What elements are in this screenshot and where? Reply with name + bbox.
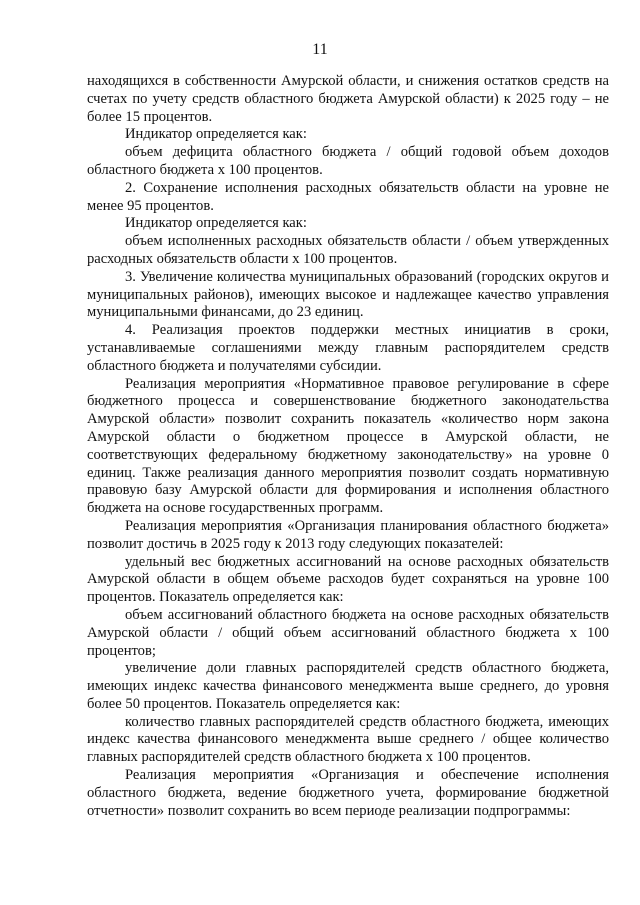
paragraph: объем дефицита областного бюджета / общий годовой объем доходов областного бюджета х 100 процентов. (87, 144, 609, 178)
paragraph: Реализация мероприятия «Организация и обеспечение исполнения областного бюджета, ведение бюджетного учета, формирование бюджетной отчетности» позволит сохранить во всем периоде реализации подпрограммы: (87, 767, 609, 819)
paragraph: количество главных распорядителей средств областного бюджета, имеющих индекс качества финансового менеджмента выше среднего / общее количество главных распорядителей средств областного бюджета х 100 процентов. (87, 713, 609, 766)
paragraph: 4. Реализация проектов поддержки местных инициатив в сроки, устанавливаемые соглашениями между главным распорядителем средств областного бюджета и получателями субсидии. (87, 322, 609, 374)
paragraph: удельный вес бюджетных ассигнований на основе расходных обязательств Амурской области в общем объеме расходов будет сохраняться на уровне 100 процентов. Показатель определяется как: (87, 553, 609, 606)
paragraph: увеличение доли главных распорядителей средств областного бюджета, имеющих индекс качества финансового менеджмента выше среднего, до уровня более 50 процентов. Показатель определяется как: (87, 660, 609, 712)
paragraph: объем ассигнований областного бюджета на основе расходных обязательств Амурской области / общий объем ассигнований областного бюджета х 100 процентов; (87, 606, 609, 659)
paragraph: 3. Увеличение количества муниципальных образований (городских округов и муниципальных районов), имеющих высокое и надлежащее качество управления муниципальными финансами, до 23 единиц. (87, 268, 609, 321)
page-number: 11 (312, 41, 328, 58)
paragraph: находящихся в собственности Амурской области, и снижения остатков средств на счетах по учету средств областного бюджета Амурской области) к 2025 году – не более 15 процентов. (87, 73, 609, 125)
paragraph: Индикатор определяется как: (125, 126, 307, 143)
paragraph: объем исполненных расходных обязательств области / объем утвержденных расходных обязательств области х 100 процентов. (87, 233, 609, 267)
paragraph: Реализация мероприятия «Организация планирования областного бюджета» позволит достичь в 2025 году к 2013 году следующих показателей: (87, 517, 609, 552)
paragraph: 2. Сохранение исполнения расходных обязательств области на уровне не менее 95 процентов. (87, 179, 609, 214)
document-body (87, 73, 609, 820)
paragraph: Реализация мероприятия «Нормативное правовое регулирование в сфере бюджетного процесса и совершенствование бюджетного законодательства Амурской области» позволит сохранить показатель «количество норм закона Амурской области о бюджетном процессе в Амурской области, не соответствующих федеральному бюджетному законодательству» на уровне 0 единиц. Также реализация данного мероприятия позволит создать нормативную правовую базу Амурской области для формирования и исполнения областного бюджета на основе государственных программ. (87, 375, 609, 517)
paragraph: Индикатор определяется как: (125, 215, 307, 232)
